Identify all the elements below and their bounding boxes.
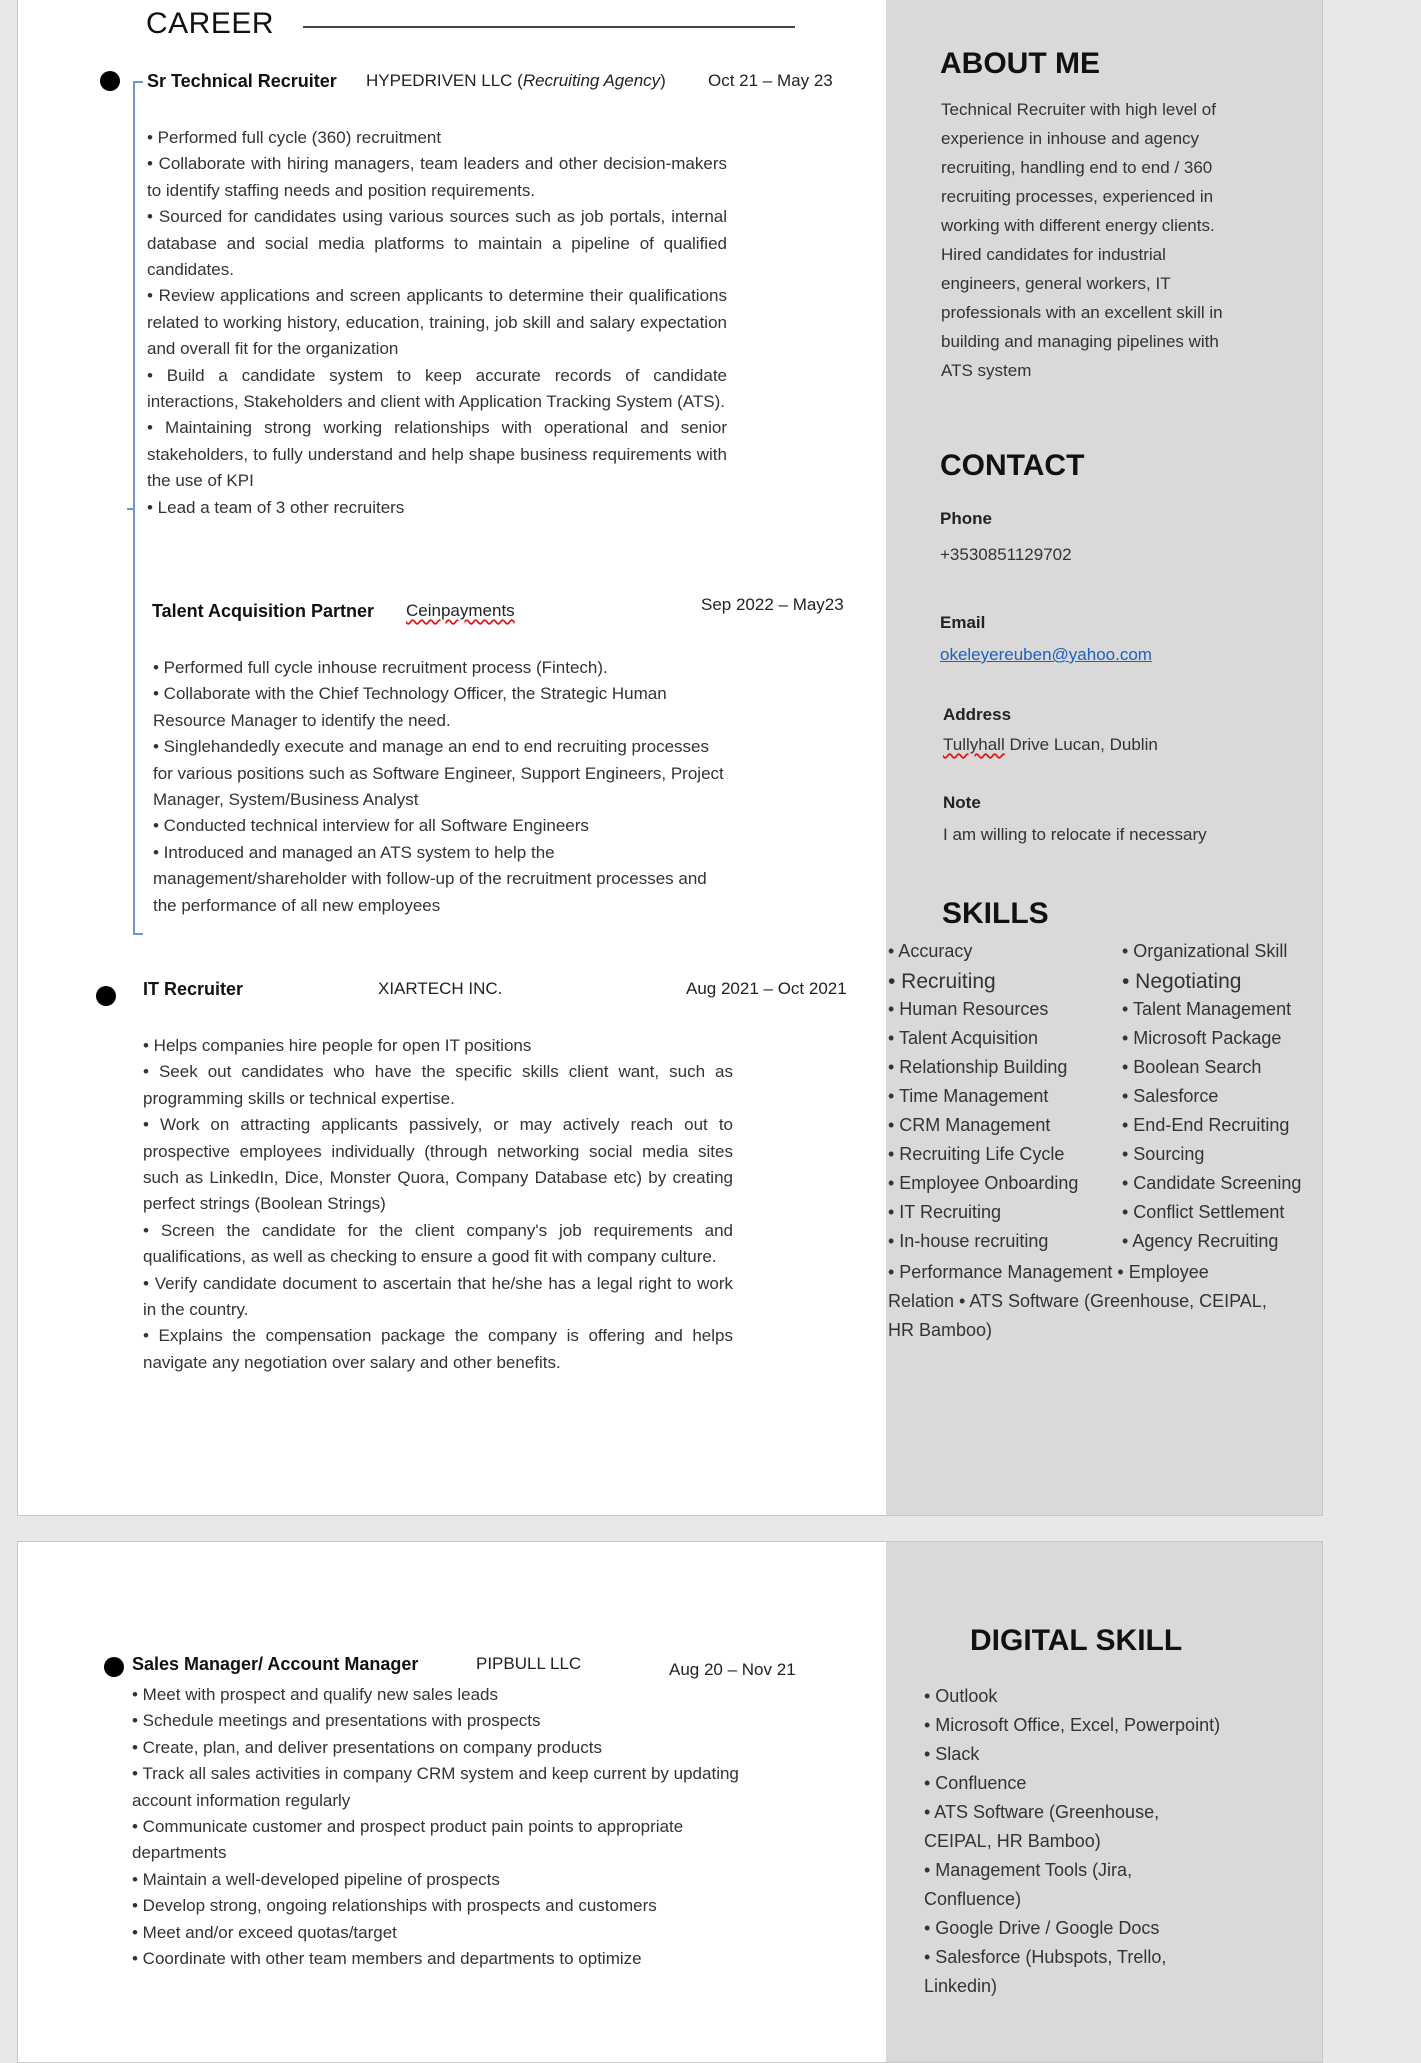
job-dates: Oct 21 – May 23 bbox=[708, 71, 833, 90]
note-value: I am willing to relocate if necessary bbox=[943, 825, 1207, 844]
job-dates: Aug 20 – Nov 21 bbox=[669, 1660, 796, 1679]
job-title: Talent Acquisition Partner bbox=[152, 601, 375, 621]
job-bullet: • Communicate customer and prospect product pain points to appropriate departments bbox=[132, 1817, 684, 1863]
skill-tail-line: HR Bamboo) bbox=[888, 1320, 993, 1340]
skill-item: • Recruiting Life Cycle bbox=[888, 1144, 1065, 1164]
job-bullets bbox=[153, 655, 728, 919]
job-bullet: • Lead a team of 3 other recruiters bbox=[147, 497, 405, 517]
career-heading: CAREER bbox=[146, 7, 275, 40]
about-heading: ABOUT ME bbox=[940, 47, 1100, 80]
job-dates: Sep 2022 – May23 bbox=[701, 595, 844, 614]
skill-item: • Talent Management bbox=[1122, 999, 1292, 1019]
job-bullets bbox=[147, 125, 727, 521]
skill-item: • Agency Recruiting bbox=[1122, 1231, 1279, 1251]
skill-item: • Conflict Settlement bbox=[1122, 1202, 1285, 1222]
job-company: XIARTECH INC. bbox=[378, 979, 503, 998]
job-bullet: • Introduced and managed an ATS system to help the management/shareholder with follow-up of the recruitment processes and the performance of all new employees bbox=[153, 842, 707, 915]
email-label: Email bbox=[940, 613, 986, 632]
job-title: IT Recruiter bbox=[143, 979, 244, 999]
skill-item: • Human Resources bbox=[888, 999, 1049, 1019]
job-bullet: • Explains the compensation package the company is offering and helps navigate any negotiation over salary and other benefits. bbox=[143, 1326, 733, 1372]
job-bullet: • Verify candidate document to ascertain that he/she has a legal right to work in the country. bbox=[143, 1273, 733, 1320]
timeline-dot bbox=[96, 986, 116, 1006]
job-bullet: • Conducted technical interview for all Software Engineers bbox=[153, 816, 589, 836]
job-dates: Aug 2021 – Oct 2021 bbox=[686, 979, 847, 998]
address-value: Tullyhall Drive Lucan, Dublin bbox=[943, 735, 1158, 754]
resume-page-1 bbox=[17, 0, 1323, 1516]
job-bullet: • Collaborate with the Chief Technology Officer, the Strategic Human Resource Manager to identify the need. bbox=[153, 684, 667, 730]
bracket-tick bbox=[127, 508, 133, 510]
job-bullet: • Sourced for candidates using various sources such as job portals, internal database and social media platforms to maintain a pipeline of qualified candidates. bbox=[147, 207, 727, 280]
digital-skill-heading: DIGITAL SKILL bbox=[970, 1624, 1183, 1657]
timeline-dot bbox=[104, 1657, 124, 1677]
skill-item: • Recruiting bbox=[888, 970, 996, 993]
digital-skill-item: • Management Tools (Jira, Confluence) bbox=[924, 1860, 1133, 1909]
note-label: Note bbox=[943, 793, 981, 812]
job-bullets bbox=[132, 1682, 762, 1972]
skill-tail-line: • Performance Management • Employee bbox=[888, 1262, 1209, 1282]
skill-item: • Relationship Building bbox=[888, 1057, 1068, 1077]
phone-label: Phone bbox=[940, 509, 992, 528]
job-title: Sales Manager/ Account Manager bbox=[132, 1654, 419, 1674]
job-bullet: • Collaborate with hiring managers, team leaders and other decision-makers to identify staffing needs and position requirements. bbox=[147, 154, 727, 200]
skill-item: • Salesforce bbox=[1122, 1086, 1219, 1106]
email-link[interactable]: okeleyereuben@yahoo.com bbox=[940, 645, 1152, 664]
digital-skill-item: • Microsoft Office, Excel, Powerpoint) bbox=[924, 1715, 1221, 1735]
job-bullet: • Create, plan, and deliver presentations on company products bbox=[132, 1737, 602, 1757]
job-bullet: • Singlehandedly execute and manage an end to end recruiting processes for various positions such as Software Engineer, Support Engineers, Project Manager, System/Business Analyst bbox=[153, 737, 724, 810]
skills-left-column bbox=[888, 941, 1078, 1260]
job-bullet: • Screen the candidate for the client company's job requirements and qualifications, as well as checking to ensure a good fit with company culture. bbox=[143, 1220, 733, 1267]
job-group-bracket bbox=[133, 81, 143, 935]
digital-skill-item: • Salesforce (Hubspots, Trello, Linkedin) bbox=[924, 1947, 1167, 1996]
skills-right-column bbox=[1122, 941, 1301, 1260]
job-bullet: • Develop strong, ongoing relationships with prospects and customers bbox=[132, 1896, 657, 1916]
job-company: PIPBULL LLC bbox=[476, 1654, 582, 1673]
phone-value: +3530851129702 bbox=[940, 545, 1072, 564]
job-bullet: • Performed full cycle (360) recruitment bbox=[147, 128, 442, 147]
digital-skill-item: • Confluence bbox=[924, 1773, 1027, 1793]
job-bullet: • Meet with prospect and qualify new sales leads bbox=[132, 1685, 498, 1704]
skill-item: • Boolean Search bbox=[1122, 1057, 1262, 1077]
skill-item: • Time Management bbox=[888, 1086, 1049, 1106]
skill-item: • CRM Management bbox=[888, 1115, 1051, 1135]
job-bullet: • Build a candidate system to keep accurate records of candidate interactions, Stakeholders and client with Application Tracking System (ATS). bbox=[147, 365, 727, 412]
job-bullet: • Helps companies hire people for open IT positions bbox=[143, 1036, 532, 1055]
job-bullet: • Performed full cycle inhouse recruitment process (Fintech). bbox=[153, 658, 608, 677]
job-bullet: • Seek out candidates who have the specific skills client want, such as programming skills or technical expertise. bbox=[143, 1062, 733, 1108]
skill-item: • IT Recruiting bbox=[888, 1202, 1002, 1222]
skill-item: • Employee Onboarding bbox=[888, 1173, 1079, 1193]
about-text: Technical Recruiter with high level of experience in inhouse and agency recruiting, handling end to end / 360 recruiting processes, experienced in working with different energy clients. Hired candidates for industrial engineers, general workers, IT professionals with an excellent skill in building and managing pipelines with ATS system bbox=[941, 100, 1223, 380]
skill-item: • Candidate Screening bbox=[1122, 1173, 1302, 1193]
digital-skill-item: • Outlook bbox=[924, 1686, 998, 1706]
skill-item: • Talent Acquisition bbox=[888, 1028, 1039, 1048]
contact-heading: CONTACT bbox=[940, 449, 1085, 482]
timeline-dot bbox=[100, 71, 120, 91]
job-bullet: • Review applications and screen applicants to determine their qualifications related to working history, education, training, job skill and salary expectation and overall fit for the organization bbox=[147, 286, 727, 359]
skill-item: • Sourcing bbox=[1122, 1144, 1205, 1164]
skill-item: • End-End Recruiting bbox=[1122, 1115, 1290, 1135]
skill-item: • Microsoft Package bbox=[1122, 1028, 1282, 1048]
skill-item: • Organizational Skill bbox=[1122, 941, 1288, 961]
job-company: HYPEDRIVEN LLC (Recruiting Agency) bbox=[366, 71, 666, 90]
digital-skill-item: • ATS Software (Greenhouse, CEIPAL, HR Bamboo) bbox=[924, 1802, 1160, 1851]
job-bullet: • Meet and/or exceed quotas/target bbox=[132, 1922, 397, 1942]
job-bullet: • Coordinate with other team members and departments to optimize bbox=[132, 1949, 642, 1969]
job-bullet: • Schedule meetings and presentations with prospects bbox=[132, 1711, 541, 1731]
address-label: Address bbox=[943, 705, 1012, 724]
job-bullets bbox=[143, 1033, 733, 1376]
digital-skill-list bbox=[924, 1682, 1224, 2001]
job-bullet: • Work on attracting applicants passively, or may actively reach out to prospective employees individually (through networking social media sites such as LinkedIn, Dice, Monster Quora, Company Database etc) by creating perfect strings (Boolean Strings) bbox=[143, 1115, 733, 1214]
skill-tail-line: Relation • ATS Software (Greenhouse, CEIPAL, bbox=[888, 1291, 1267, 1311]
job-bullet: • Track all sales activities in company CRM system and keep current by updating account information regularly bbox=[132, 1764, 739, 1810]
digital-skill-item: • Slack bbox=[924, 1744, 980, 1764]
job-company: Ceinpayments bbox=[406, 601, 515, 620]
job-title: Sr Technical Recruiter bbox=[147, 71, 337, 91]
job-bullet: • Maintaining strong working relationships with operational and senior stakeholders, to fully understand and help shape business requirements with the use of KPI bbox=[147, 418, 727, 491]
digital-skill-item: • Google Drive / Google Docs bbox=[924, 1918, 1160, 1938]
skill-item: • Negotiating bbox=[1122, 970, 1242, 993]
resume-page-2 bbox=[17, 1541, 1323, 2063]
skill-item: • In-house recruiting bbox=[888, 1231, 1049, 1251]
job-bullet: • Maintain a well-developed pipeline of prospects bbox=[132, 1869, 500, 1889]
skill-item: • Accuracy bbox=[888, 941, 973, 961]
career-heading-rule bbox=[303, 26, 795, 28]
skills-heading: SKILLS bbox=[942, 897, 1049, 930]
